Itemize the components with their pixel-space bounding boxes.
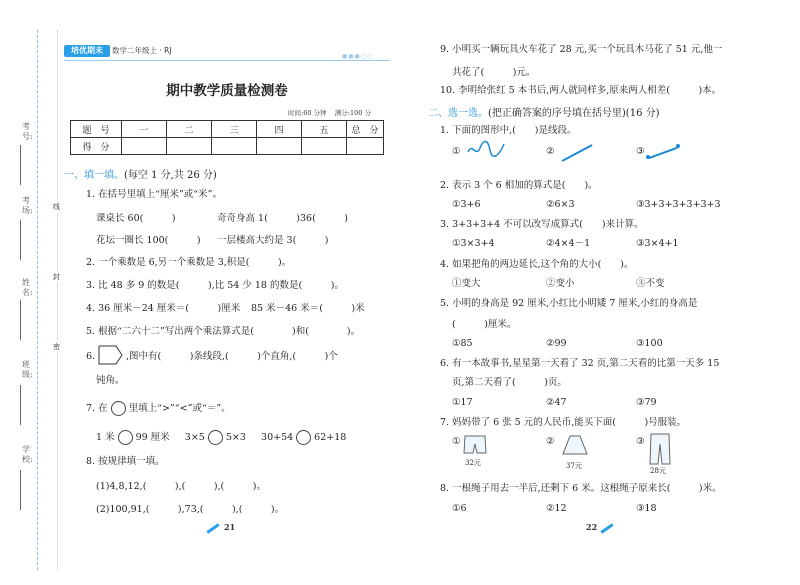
- margin-label-exam-no: 考号:: [22, 122, 33, 141]
- q3-text: 3. 比 48 多 9 的数是( ),比 54 少 18 的数是( )。: [86, 280, 344, 291]
- segment-endpoint: [676, 144, 680, 148]
- score-cell: 三: [212, 121, 257, 138]
- c1-opt-3: ③: [636, 146, 645, 157]
- c6-text-cont: 页,第二天看了( )页。: [452, 377, 567, 388]
- q6-label: 6.: [86, 351, 96, 362]
- compare-circle[interactable]: [111, 401, 126, 416]
- q4-text-a: 4. 36 厘米－24 厘米＝( )厘米: [86, 303, 241, 314]
- q7-item: 30+54: [261, 432, 294, 443]
- score-cell: 五: [302, 121, 347, 138]
- c4-text: 4. 如果把角的两边延长,这个角的大小( )。: [440, 259, 634, 270]
- ray-shape: [562, 144, 593, 161]
- q7-items: [96, 430, 346, 445]
- q8-item-1: (1)4,8,12,( ),( ),( )。: [96, 481, 266, 492]
- c4-opt-3: ③不变: [636, 278, 665, 289]
- c5-text: 5. 小明的身高是 92 厘米,小红比小明矮 7 厘米,小红的身高是: [440, 298, 698, 309]
- q7-item: 3×5: [184, 432, 205, 443]
- exam-meta: [288, 108, 371, 117]
- pencil-icon: [206, 523, 219, 533]
- margin-blank-room: [20, 220, 21, 260]
- fold-mark-close: 密: [53, 343, 60, 351]
- c5-opt-1: ①85: [452, 338, 473, 349]
- section-1-note: (每空 1 分,共 26 分): [124, 170, 217, 181]
- c2-text: 2. 表示 3 个 6 相加的算式是( )。: [440, 180, 598, 191]
- page-number-left: 21: [224, 522, 236, 532]
- curve-shape: [466, 138, 506, 160]
- compare-circle[interactable]: [118, 430, 133, 445]
- score-cell: 得 分: [71, 138, 122, 155]
- c2-opt-3: ③3+3+3+3+3+3: [636, 199, 721, 210]
- compare-circle[interactable]: [296, 430, 311, 445]
- skirt-icon: [561, 434, 589, 458]
- c3-opt-1: ①3×3+4: [452, 238, 495, 249]
- trousers-icon: [648, 432, 672, 466]
- section-2-note: (把正确答案的序号填在括号里)(16 分): [488, 108, 660, 119]
- q5-text: 5. 根据“二六十二”写出两个乘法算式是( )和( )。: [86, 326, 361, 337]
- margin-blank-exam-no: [20, 145, 21, 185]
- q2-text: 2. 一个乘数是 6,另一个乘数是 3,积是( )。: [86, 257, 292, 268]
- q1-text: 1. 在括号里填上“厘米”或“米”。: [86, 189, 223, 200]
- q7-item: 1 米: [96, 432, 115, 443]
- q7-text-a: 7. 在: [86, 403, 108, 414]
- c7-opt-1: ①: [452, 436, 461, 447]
- q10-text: 10. 李明给张红 5 本书后,两人就同样多,原来两人相差( )本。: [440, 85, 722, 96]
- margin-label-class: 班级:: [22, 360, 33, 379]
- segment-endpoint: [646, 155, 650, 159]
- segment-shape: [649, 147, 678, 159]
- c2-opt-1: ①3+6: [452, 199, 481, 210]
- score-cell: [122, 138, 167, 155]
- fold-mark-line: 线: [53, 203, 60, 211]
- binding-line: [37, 30, 38, 570]
- score-table-score-row: [71, 138, 384, 155]
- c8-opt-1: ①6: [452, 503, 467, 514]
- margin-blank-school: [20, 470, 21, 510]
- seal-line: [57, 30, 58, 570]
- c7-price-1: 32元: [465, 459, 481, 467]
- header-dots: ●●●○○: [342, 53, 374, 60]
- section-2-heading: [428, 104, 660, 119]
- q4-text-b: 85 米－46 米＝( )米: [251, 303, 365, 314]
- q6-text-cont: 钝角。: [96, 375, 125, 386]
- c6-opt-2: ②47: [546, 397, 567, 408]
- c5-opt-2: ②99: [546, 338, 567, 349]
- header-rule: [64, 60, 390, 61]
- q7-item: 62+18: [314, 432, 347, 443]
- c1-opt-2: ②: [546, 146, 555, 157]
- c8-text: 8. 一根绳子用去一半后,还剩下 6 米。这根绳子原来长( )米。: [440, 483, 722, 494]
- q9-text: 9. 小明买一辆玩具火车花了 28 元,买一个玩具木马花了 51 元,他一: [440, 44, 723, 55]
- c6-text: 6. 有一本故事书,星星第一天看了 32 页,第二天看的比第一天多 15: [440, 358, 720, 369]
- page-number-right: 22: [586, 522, 598, 532]
- score-cell: 一: [122, 121, 167, 138]
- c5-text-cont: ( )厘米。: [452, 319, 517, 330]
- c8-opt-2: ②12: [546, 503, 567, 514]
- margin-label-room: 考场:: [22, 196, 33, 215]
- shorts-icon: [462, 434, 488, 456]
- brand-logo: 培优期末: [64, 45, 110, 57]
- q6-shape: [98, 345, 124, 365]
- q7-text-b: 里填上“>”“<”或“＝”。: [128, 403, 231, 414]
- q7-item: 99 厘米: [135, 432, 170, 443]
- margin-blank-name: [20, 300, 21, 340]
- c1-text: 1. 下面的图形中,( )是线段。: [440, 125, 577, 136]
- c7-price-2: 37元: [566, 462, 582, 470]
- q6-text: ,图中有( )条线段,( )个直角,( )个: [126, 351, 338, 362]
- margin-label-name: 姓名:: [22, 278, 33, 297]
- score-table: [70, 120, 384, 155]
- grade-label: 数学二年级上 · RJ: [112, 46, 172, 55]
- c7-opt-2: ②: [546, 436, 555, 447]
- c6-opt-3: ③79: [636, 397, 657, 408]
- c6-opt-1: ①17: [452, 397, 473, 408]
- c8-opt-3: ③18: [636, 503, 657, 514]
- c7-text: 7. 妈妈带了 6 张 5 元的人民币,能买下面( )号服装。: [440, 417, 687, 428]
- score-cell: [212, 138, 257, 155]
- fold-mark-seal: 封: [53, 273, 60, 281]
- q1-item-d: 一层楼高大约是 3( ): [217, 235, 329, 246]
- q8-item-2: (2)100,91,( ),73,( ),( )。: [96, 504, 285, 515]
- c4-opt-1: ①变大: [452, 278, 481, 289]
- section-1-heading: [64, 166, 217, 181]
- q1-item-b: 奇奇身高 1( )36( ): [217, 213, 348, 224]
- score-cell: 题 号: [71, 121, 122, 138]
- score-cell: [257, 138, 302, 155]
- pencil-icon: [600, 523, 613, 533]
- c4-opt-2: ②变小: [546, 278, 575, 289]
- q7-text: [86, 401, 231, 416]
- c3-opt-3: ③3×4+1: [636, 238, 679, 249]
- c3-text: 3. 3+3+3+4 不可以改写成算式( )来计算。: [440, 219, 644, 230]
- c3-opt-2: ②4×4－1: [546, 238, 591, 249]
- c1-opt-1: ①: [452, 146, 461, 157]
- compare-circle[interactable]: [208, 430, 223, 445]
- score-cell: [167, 138, 212, 155]
- margin-blank-class: [20, 385, 21, 425]
- q8-text: 8. 按规律填一填。: [86, 456, 165, 467]
- q7-item: 5×3: [225, 432, 246, 443]
- section-2-title: 二、选一选。: [428, 108, 488, 119]
- score-cell: [302, 138, 347, 155]
- score-cell: 二: [167, 121, 212, 138]
- score-cell: [347, 138, 384, 155]
- c2-opt-2: ②6×3: [546, 199, 575, 210]
- q9-text-cont: 共花了( )元。: [452, 67, 536, 78]
- exam-time: 时间:60 分钟: [288, 109, 327, 117]
- q1-item-c: 花坛一圈长 100( ): [96, 235, 201, 246]
- c7-opt-3: ③: [636, 436, 645, 447]
- c5-opt-3: ③100: [636, 338, 663, 349]
- score-table-header-row: [71, 121, 384, 138]
- exam-full-score: 满分:100 分: [334, 109, 371, 117]
- q1-item-a: 课桌长 60( ): [96, 213, 176, 224]
- exam-title: 期中教学质量检测卷: [166, 83, 288, 99]
- section-1-title: 一、填一填。: [64, 170, 124, 181]
- margin-label-school: 学校:: [22, 445, 33, 464]
- score-cell: 四: [257, 121, 302, 138]
- score-cell: 总 分: [347, 121, 384, 138]
- c7-price-3: 28元: [650, 467, 666, 475]
